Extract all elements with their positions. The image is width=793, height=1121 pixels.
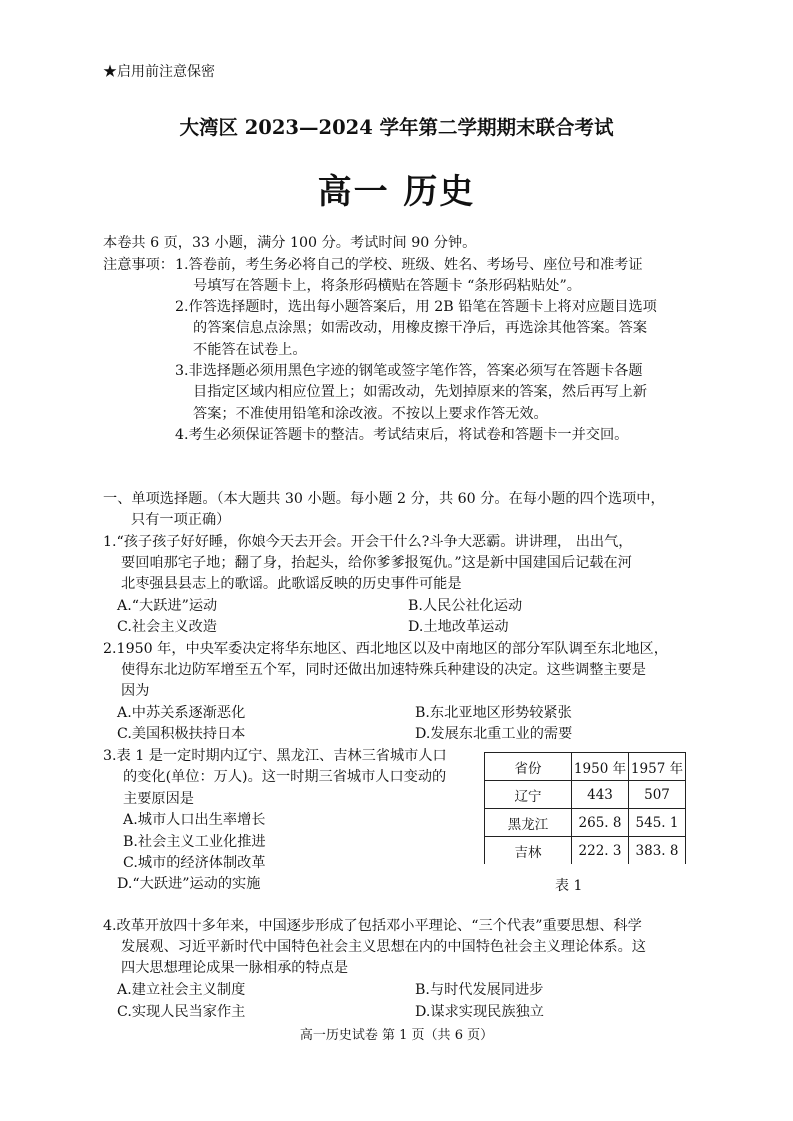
- q4-option-b: B.与时代发展同进步: [415, 982, 544, 998]
- table-header-cell: 省份: [485, 753, 572, 781]
- note-line: 的答案信息点涂黑；如需改动，用橡皮擦干净后，再选涂其他答案。答案: [193, 320, 648, 336]
- q2-stem: 因为: [121, 683, 150, 699]
- note-line: 答案；不准使用铅笔和涂改液。不按以上要求作答无效。: [193, 406, 548, 422]
- note-line: 不能答在试卷上。: [193, 342, 307, 358]
- table-cell: 吉林: [485, 837, 572, 865]
- q1-stem: 北枣强县县志上的歌谣。此歌谣反映的历史事件可能是: [121, 576, 462, 592]
- table-cell: 222. 3: [572, 837, 629, 865]
- q2-option-a: A.中苏关系逐渐恶化: [117, 705, 246, 721]
- section-heading-cont: 只有一项正确）: [131, 512, 231, 528]
- table-row: [485, 809, 686, 837]
- note-line: 1.答卷前，考生务必将自己的学校、班级、姓名、考场号、座位号和准考证: [175, 257, 643, 273]
- q4-stem: 四大思想理论成果一脉相承的特点是: [121, 960, 349, 976]
- q1-option-c: C.社会主义改造: [117, 619, 217, 635]
- table-cell: 507: [629, 781, 686, 809]
- confidential-notice: ★启用前注意保密: [103, 64, 215, 80]
- q3-option-a: A.城市人口出生率增长: [123, 812, 266, 828]
- q4-option-d: D.谋求实现民族独立: [415, 1004, 544, 1020]
- q3-stem: 的变化(单位：万人)。这一时期三省城市人口变动的: [123, 769, 447, 785]
- subject-title: 高一 历史: [317, 172, 476, 212]
- q4-stem: 发展观、习近平新时代中国特色社会主义思想在内的中国特色社会主义理论体系。这: [121, 939, 646, 955]
- q4-option-a: A.建立社会主义制度: [117, 982, 246, 998]
- q1-option-b: B.人民公社化运动: [408, 598, 523, 614]
- table-cell: 黑龙江: [485, 809, 572, 837]
- q1-stem: 1.“孩子孩子好好睡，你娘今天去开会。开会干什么?斗争大恶霸。讲讲理， 出出气，: [103, 534, 633, 550]
- exam-intro: 本卷共 6 页，33 小题，满分 100 分。考试时间 90 分钟。: [103, 235, 477, 251]
- q3-option-c: C.城市的经济体制改革: [123, 855, 266, 871]
- section-heading: 一、单项选择题。（本大题共 30 小题。每小题 2 分，共 60 分。在每小题的四个选项中，: [103, 491, 665, 507]
- q2-option-c: C.美国积极扶持日本: [117, 726, 246, 742]
- page-footer: 高一历史试卷 第 1 页（共 6 页）: [299, 1028, 494, 1043]
- q1-option-d: D.土地改革运动: [408, 619, 509, 635]
- q1-option-a: A.“大跃进”运动: [117, 598, 218, 614]
- table-header-cell: 1957 年: [629, 753, 686, 781]
- table-cell: 辽宁: [485, 781, 572, 809]
- q4-option-c: C.实现人民当家作主: [117, 1004, 246, 1020]
- note-line: 号填写在答题卡上，将条形码横贴在答题卡 “条形码粘贴处”。: [193, 278, 581, 294]
- population-table: [484, 752, 686, 864]
- notes-label: 注意事项：: [103, 257, 174, 273]
- table-cell: 545. 1: [629, 809, 686, 837]
- table-header-cell: 1950 年: [572, 753, 629, 781]
- q2-option-d: D.发展东北重工业的需要: [415, 726, 573, 742]
- note-line: 4.考生必须保证答题卡的整洁。考试结束后，将试卷和答题卡一并交回。: [175, 427, 629, 443]
- q4-stem: 4.改革开放四十多年来，中国逐步形成了包括邓小平理论、“三个代表”重要思想、科学: [103, 918, 642, 934]
- note-line: 3.非选择题必须用黑色字迹的钢笔或签字笔作答，答案必须写在答题卡各题: [175, 363, 643, 379]
- table-row: [485, 781, 686, 809]
- q2-stem: 使得东北边防军增至五个军，同时还做出加速特殊兵种建设的决定。这些调整主要是: [121, 662, 646, 678]
- table-cell: 265. 8: [572, 809, 629, 837]
- q3-stem: 主要原因是: [123, 791, 194, 807]
- q3-stem: 3.表 1 是一定时期内辽宁、黑龙江、吉林三省城市人口: [103, 748, 447, 764]
- q3-option-d: D.“大跃进”运动的实施: [117, 876, 261, 892]
- exam-title: 大湾区 2023—2024 学年第二学期期末联合考试: [179, 116, 614, 139]
- note-line: 目指定区域内相应位置上；如需改动，先划掉原来的答案，然后再写上新: [193, 384, 648, 400]
- table-cell: 443: [572, 781, 629, 809]
- table-cell: 383. 8: [629, 837, 686, 865]
- q2-option-b: B.东北亚地区形势较紧张: [415, 705, 572, 721]
- table-row: [485, 837, 686, 865]
- q3-option-b: B.社会主义工业化推进: [123, 834, 266, 850]
- table-header-row: [485, 753, 686, 781]
- q1-stem: 要回咱那宅子地；翻了身，抬起头，给你爹爹报冤仇。”这是新中国建国后记载在河: [121, 555, 632, 571]
- table-caption: 表 1: [555, 878, 583, 894]
- q2-stem: 2.1950 年，中央军委决定将华东地区、西北地区以及中南地区的部分军队调至东北地区，: [103, 641, 668, 657]
- note-line: 2.作答选择题时，选出每小题答案后，用 2B 铅笔在答题卡上将对应题目选项: [175, 299, 657, 315]
